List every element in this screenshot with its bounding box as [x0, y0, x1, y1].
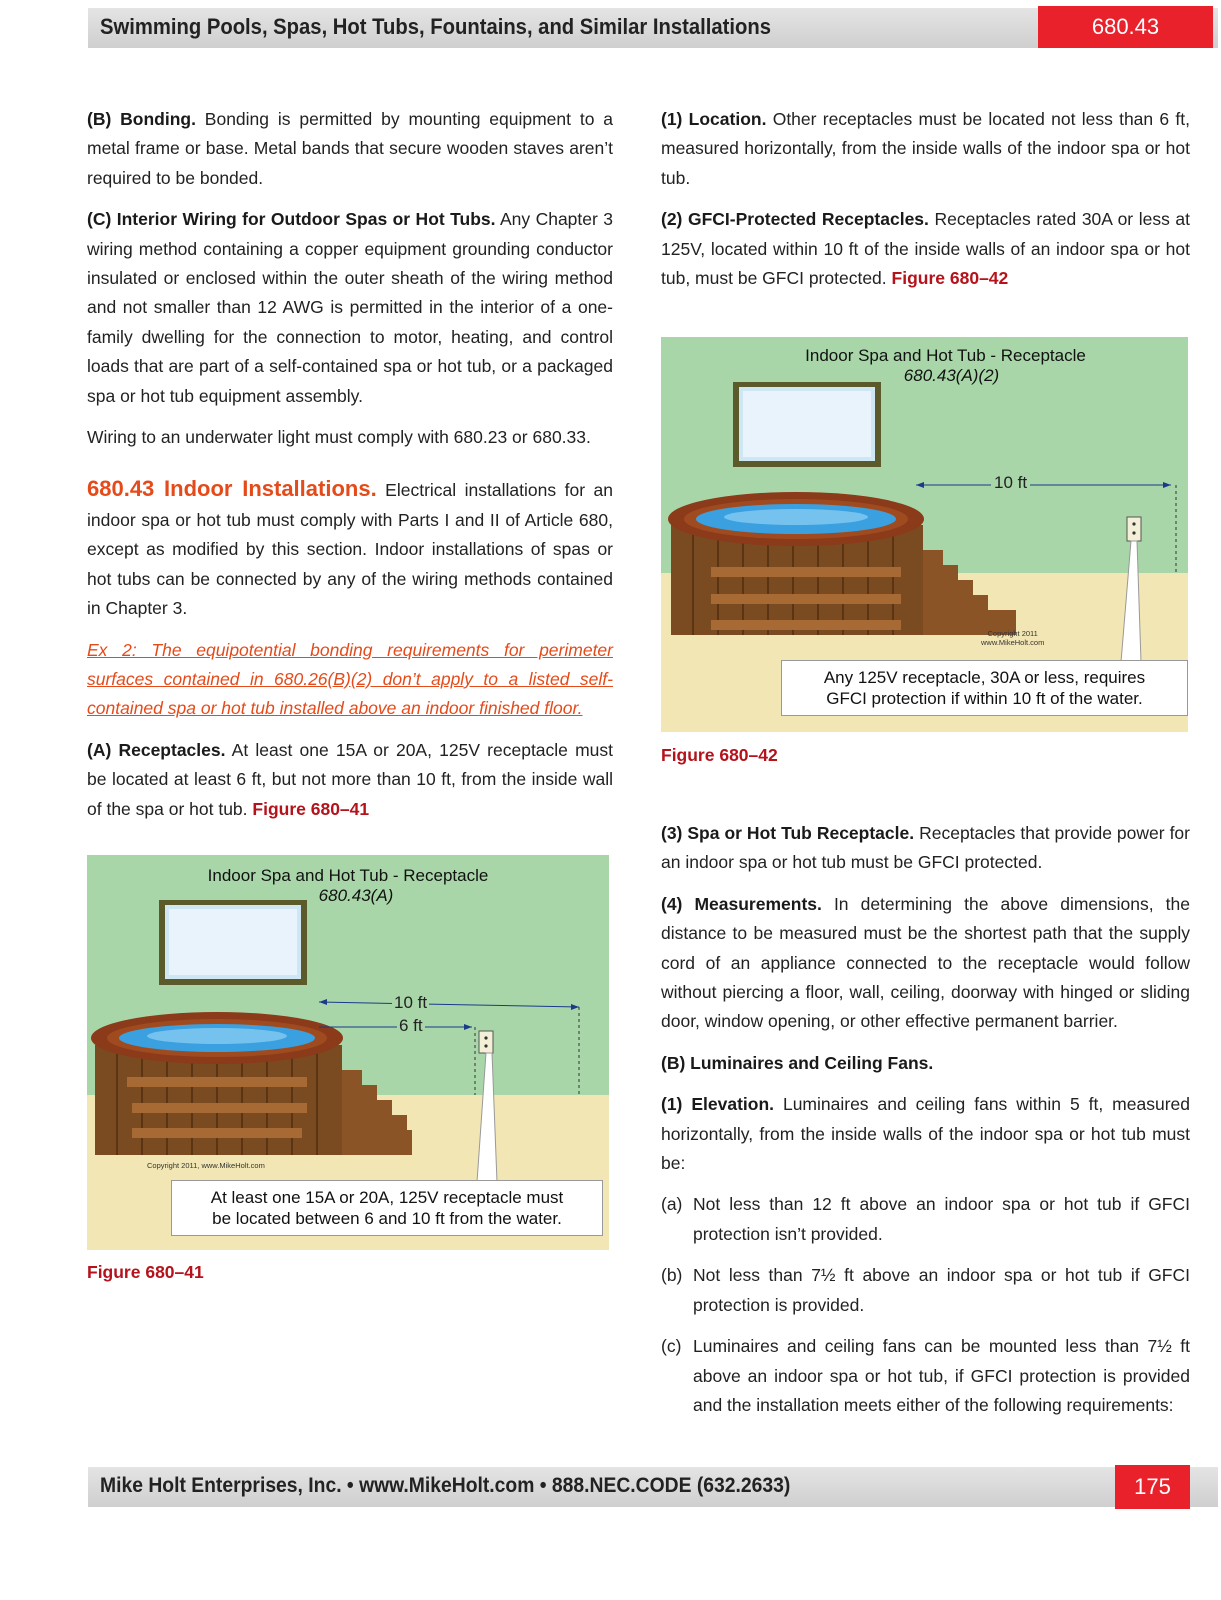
figure-42-subtitle: 680.43(A)(2) — [903, 366, 1000, 385]
step-2 — [711, 594, 901, 604]
measurements-label: (4) Measurements. — [661, 893, 822, 914]
step-3 — [711, 620, 901, 630]
list-item: (c) Luminaires and ceiling fans can be mounted less than 7½ ft above an indoor spa or hot tub, if GFCI protection is provided and the installation meets either of the following requirements: — [661, 1336, 1190, 1415]
paragraph-measurements: (4) Measurements. In determining the above dimensions, the distance to be measured must be the shortest path that the supply cord of an appliance connected to the receptacle would follow without piercing a floor, wall, ceiling, doorway with hinged or sliding door, window opening, or other effective permanent barrier. — [661, 893, 1191, 1032]
step-2 — [132, 1103, 307, 1113]
receptacle — [479, 1031, 493, 1053]
paragraph-spa-receptacle: (3) Spa or Hot Tub Receptacle. Receptacles that provide power for an indoor spa or hot tub must be GFCI protected. — [661, 823, 1190, 873]
gfci-label: (2) GFCI-Protected Receptacles. — [661, 209, 929, 230]
left-column — [87, 105, 613, 836]
figure-41-title: Indoor Spa and Hot Tub - Receptacle 680.43(A) — [87, 866, 609, 906]
section-title: 680.43 Indoor Installations. — [87, 476, 377, 502]
figure-680-41-label: Figure 680–41 — [87, 1262, 204, 1282]
tv-screen-glare — [169, 909, 297, 975]
side-steps — [923, 550, 1016, 635]
step-1 — [711, 567, 901, 577]
caption-pointer — [1121, 541, 1141, 662]
water-highlight — [147, 1028, 287, 1044]
figure-680-42-label: Figure 680–42 — [661, 745, 778, 765]
figure-42-caption: Any 125V receptacle, 30A or less, requires GFCI protection if within 10 ft of the water. — [781, 660, 1188, 716]
figure-41-copyright: Copyright 2011, www.MikeHolt.com — [147, 1161, 265, 1170]
paragraph-location: (1) Location. Other receptacles must be located not less than 6 ft, measured horizontally, from the inside walls of the indoor spa or hot tub. — [661, 109, 1190, 188]
step-1 — [127, 1077, 307, 1087]
water-highlight — [724, 509, 868, 525]
dim-label-10ft: 10 ft — [991, 473, 1030, 493]
list-item: (b) Not less than 7½ ft above an indoor spa or hot tub if GFCI protection is provided. — [661, 1265, 1190, 1315]
bonding-label: (B) Bonding. — [87, 109, 196, 129]
dim-line-10ft — [319, 1002, 579, 1007]
figure-41-caption: At least one 15A or 20A, 125V receptacle must be located between 6 and 10 ft from the water. — [171, 1180, 603, 1236]
paragraph-underwater-light: Wiring to an underwater light must comply with 680.23 or 680.33. — [87, 427, 591, 448]
location-label: (1) Location. — [661, 109, 767, 129]
list-item: (a) Not less than 12 ft above an indoor spa or hot tub if GFCI protection isn’t provided. — [661, 1194, 1190, 1244]
right-column-bottom — [661, 819, 1190, 1432]
paragraph-elevation: (1) Elevation. Luminaires and ceiling fans within 5 ft, measured horizontally, from the inside walls of the indoor spa or hot tub must be: — [661, 1094, 1190, 1174]
paragraph-indoor-installations: 680.43 Indoor Installations. Electrical installations for an indoor spa or hot tub must comply with Parts I and II of Article 680, except as modified by this section. Indoor installations of spas or hot tubs can be connected by any of the wiring methods contained in Chapter 3. — [87, 476, 613, 619]
paragraph-interior-wiring: (C) Interior Wiring for Outdoor Spas or Hot Tubs. Any Chapter 3 wiring method containing a copper equipment grounding conductor insulated or enclosed within the outer sheath of the wiring method and not smaller than 12 AWG is permitted in the interior of a one-family dwelling for the connection to motor, heating, and control loads that are part of a self-contained spa or hot tub, or a packaged spa or hot tub equipment assembly. — [87, 209, 613, 406]
exception-2: Ex 2: The equipotential bonding requirements for perimeter surfaces contained in 680.26(B)(2) don’t apply to a listed self-contained spa or hot tub installed above an indoor finished floor. — [87, 639, 613, 719]
paragraph-bonding: (B) Bonding. Bonding is permitted by mounting equipment to a metal frame or base. Metal bands that secure wooden staves aren’t required to be bonded. — [87, 109, 614, 188]
step-3 — [132, 1128, 302, 1138]
caption-pointer — [477, 1053, 497, 1182]
dim-label-10ft: 10 ft — [394, 993, 428, 1012]
figure-42-title: Indoor Spa and Hot Tub - Receptacle 680.43(A)(2) — [661, 346, 1188, 386]
receptacle — [1127, 517, 1141, 541]
paragraph-receptacles: (A) Receptacles. At least one 15A or 20A, 125V receptacle must be located at least 6 ft, but not more than 10 ft, from the inside wall of the spa or hot tub. Figure 680–41 — [87, 739, 613, 819]
elevation-label: (1) Elevation. — [661, 1094, 775, 1115]
figure-680-42 — [661, 337, 1188, 732]
page-header-title: Swimming Pools, Spas, Hot Tubs, Fountains, and Similar Installations — [100, 14, 772, 39]
right-column-top — [661, 105, 1190, 305]
tv-screen-glare — [743, 391, 871, 457]
figure-42-copyright: Copyright 2011 www.MikeHolt.com — [981, 629, 1045, 647]
receptacles-label: (A) Receptacles. — [87, 739, 226, 760]
header-section-number: 680.43 — [1038, 6, 1213, 48]
figure-680-42-link[interactable]: Figure 680–42 — [891, 268, 1009, 289]
figure-41-subtitle: 680.43(A) — [318, 886, 394, 905]
paragraph-gfci-receptacles: (2) GFCI-Protected Receptacles. Receptacles rated 30A or less at 125V, located within 10 ft of the inside walls of an indoor spa or hot tub, must be GFCI protected. Figure 680–42 — [661, 209, 1191, 289]
figure-680-41 — [87, 855, 609, 1250]
figure-680-41-link[interactable]: Figure 680–41 — [252, 798, 370, 819]
heading-luminaires: (B) Luminaires and Ceiling Fans. — [661, 1052, 934, 1073]
dim-label-6ft: 6 ft — [399, 1016, 423, 1035]
side-steps — [342, 1070, 412, 1155]
spa-receptacle-label: (3) Spa or Hot Tub Receptacle. — [661, 823, 915, 843]
page-number: 175 — [1115, 1465, 1190, 1509]
interior-wiring-label: (C) Interior Wiring for Outdoor Spas or Hot Tubs. — [87, 209, 496, 230]
footer-text: Mike Holt Enterprises, Inc. • www.MikeHolt.com • 888.NEC.CODE (632.2633) — [100, 1474, 791, 1497]
